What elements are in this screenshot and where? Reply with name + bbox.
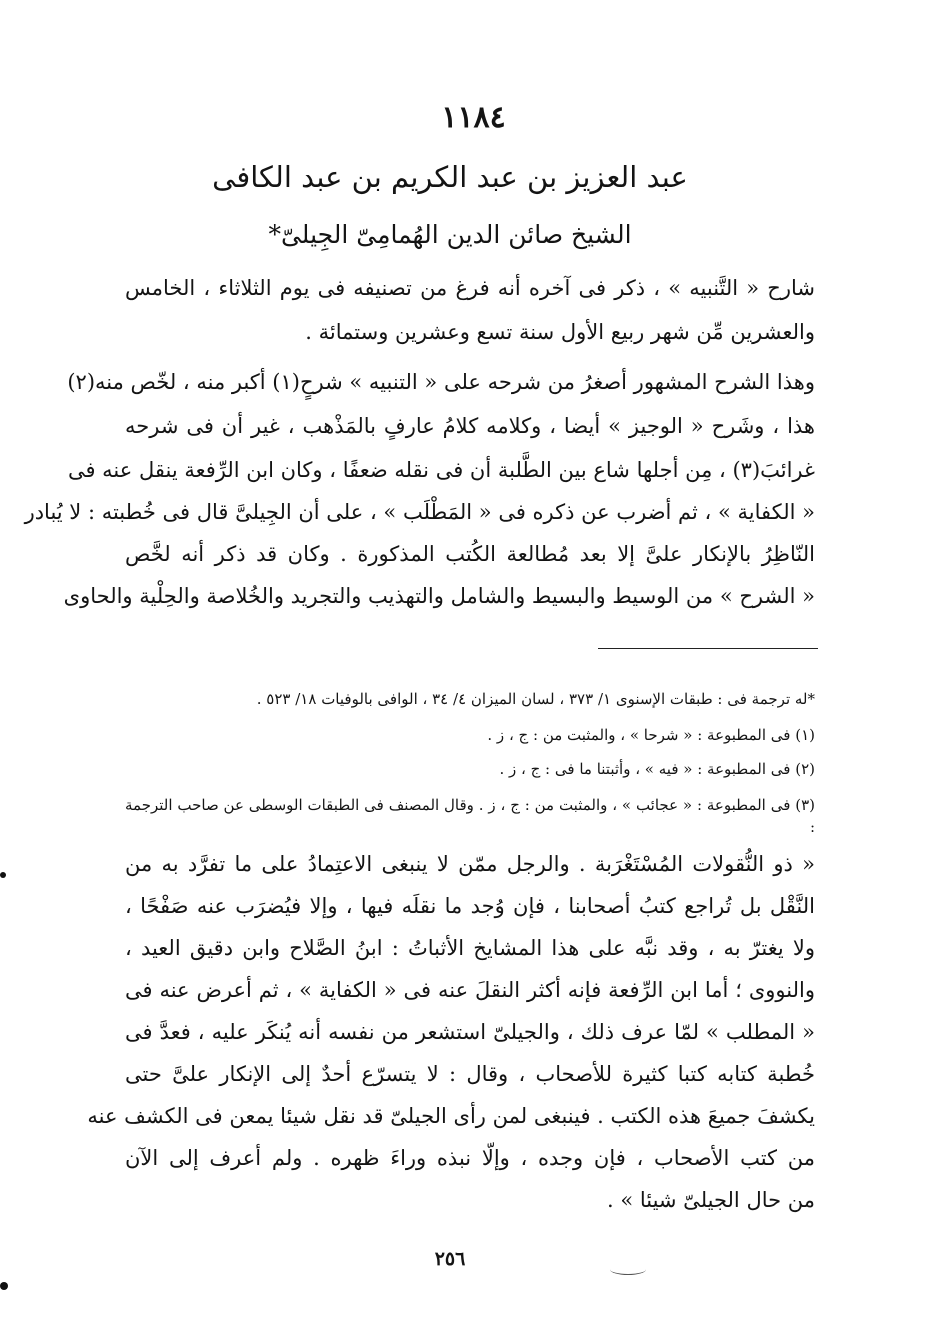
body-line: « ذو النُّقولات المُسْتَغْرَبة . والرجل ممّن لا ينبغى الاعتِمادُ على ما تفرَّد به من xyxy=(125,852,815,876)
body-line: النّاظِرُ بالإنكار علىَّ إلا بعد مُطالعة الكُتب المذكورة . وكان قد ذكر أنه لخَّص xyxy=(125,542,815,566)
footnote-source: *له ترجمة فى : طبقات الإسنوى ١/ ٣٧٣ ، لسان الميزان ٤/ ٣٤ ، الوافى بالوفيات ١٨/ ٥٢٣ . xyxy=(256,690,815,708)
body-line: هذا ، وشَرح « الوجيز » أيضا ، وكلامه كلامُ عارفٍ بالمَذْهب ، غير أن فى شرحه xyxy=(125,414,815,438)
body-line: « المطلب » لمّا عرف ذلك ، والجيلىّ استشعر من نفسه أنه يُنكَر عليه ، فعدَّ فى xyxy=(125,1020,815,1044)
body-line: ولا يغترّ به ، وقد نبَّه على هذا المشايخ الأثباتُ : ابنُ الصَّلاح وابن دقيق العيد ، xyxy=(125,936,815,960)
footnote-3: (٣) فى المطبوعة : « عجائب » ، والمثبت من : ج ، ز . وقال المصنف فى الطبقات الوسطى عن صاحب الترجمة : xyxy=(125,796,815,836)
scan-speck xyxy=(0,872,6,878)
body-line: « الشرح » من الوسيط والبسيط والشامل والتهذيب والتجريد والخُلاصة والحِلْية والحاوى xyxy=(63,584,815,608)
body-line: والعشرين مِّن شهر ربيع الأول سنة تسع وعشرين وستمائة . xyxy=(305,320,815,344)
entry-subtitle: الشيخ صائن الدين الهُمامِىّ الجِيلىّ* xyxy=(268,220,632,249)
footnote-2: (٢) فى المطبوعة : « فيه » ، وأثبتنا ما فى : ج ، ز . xyxy=(499,760,815,778)
page-number: ٢٥٦ xyxy=(434,1248,466,1270)
body-line: خُطبة كتابه كتبا كثيرة للأصحاب ، وقال : لا يتسرّع أحدٌ إلى الإنكار علىَّ حتى xyxy=(125,1062,815,1086)
footnote-divider xyxy=(598,648,818,649)
footnote-1: (١) فى المطبوعة : « شرحا » ، والمثبت من : ج ، ز . xyxy=(487,726,815,744)
body-line: والنووى ؛ أما ابن الرِّفعة فإنه أكثر النقلَ عنه فى « الكفاية » ، ثم أعرض عنه فى xyxy=(125,978,815,1002)
scan-speck xyxy=(0,1282,8,1290)
body-line: شارح « التَّنبيه » ، ذكر فى آخره أنه فرغ من تصنيفه فى يوم الثلاثاء ، الخامس xyxy=(125,276,815,300)
body-line: غرائبَ(٣) ، مِن أجلها شاع بين الطَّلبة أن فى نقله ضعفًا ، وكان ابن الرِّفعة ينقل عنه فى xyxy=(67,458,815,482)
body-line: يكشفَ جميعَ هذه الكتب . فينبغى لمن رأى الجيلىّ قد نقل شيئا يمعن فى الكشف عنه xyxy=(87,1104,815,1128)
body-line: النَّقْل بل تُراجع كتبُ أصحابنا ، فإن وُجد ما نقلَه فيها ، وإلا فيُضرَب عنه صَفْحًا ، xyxy=(125,894,815,918)
entry-number: ١١٨٤ xyxy=(441,100,506,135)
scan-mark xyxy=(610,1264,646,1275)
entry-name-title: عبد العزيز بن عبد الكريم بن عبد الكافى xyxy=(212,160,688,194)
body-line: « الكفاية » ، ثم أضرب عن ذكره فى « المَطْلَب » ، على أن الجِيلىَّ قال فى خُطبته : لا يُبادر xyxy=(24,500,815,524)
body-line: من كتب الأصحاب ، فإن وجده ، وإلّا نبذه وراءَ ظهره . ولم أعرف إلى الآن xyxy=(125,1146,815,1170)
body-line: وهذا الشرح المشهور أصغرُ من شرحه على « التنبيه » شرحٍ(١) أكبر منه ، لخّص منه(٢) xyxy=(67,370,815,394)
body-line: من حال الجيلىّ شيئا » . xyxy=(606,1188,815,1212)
